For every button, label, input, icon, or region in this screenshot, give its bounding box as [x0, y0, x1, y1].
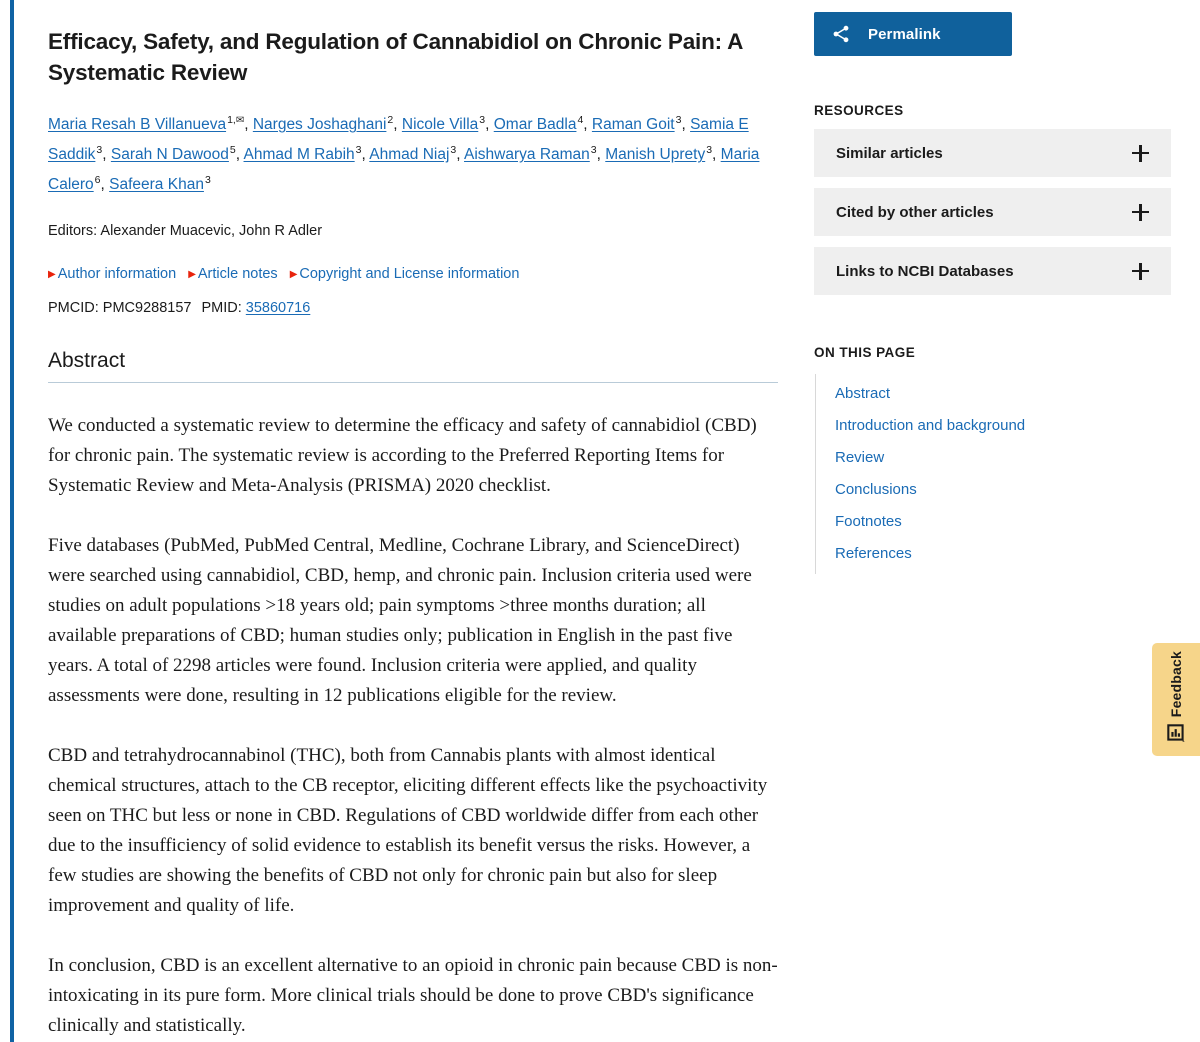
on-this-page-title: ON THIS PAGE [814, 345, 916, 360]
plus-icon [1132, 263, 1149, 280]
author-link[interactable]: Ahmad Niaj [369, 146, 450, 163]
accordion-item-links-to-ncbi-databases[interactable] [814, 247, 1171, 295]
author-affiliation-sup: 3 [355, 143, 362, 156]
on-this-page-link-conclusions[interactable]: Conclusions [835, 481, 917, 498]
corresponding-author-envelope-icon: ✉ [235, 114, 245, 126]
pmcid-label: PMCID: [48, 300, 99, 316]
abstract-heading: Abstract [48, 348, 778, 383]
accordion-label: Similar articles [836, 144, 943, 162]
resources-title: RESOURCES [814, 103, 904, 118]
author-list: Maria Resah B Villanueva$^{1,✉}$, Narges Joshaghani$^2$, Nicole Villa$^3$, Omar Badla$^4$, Raman Goit$^3$, Samia E Saddik$^3$, Sarah N Dawood$^5$, Ahmad M Rabih$^3$, Ahmad Niaj$^3$, Aishwarya Raman$^3$, Manish Uprety$^3$, Maria Calero$^6$, Safeera Khan$^3$ [48, 113, 760, 193]
sidebar [812, 0, 1200, 1042]
author-link[interactable]: Sarah N Dawood [110, 146, 229, 163]
on-this-page-link-abstract[interactable]: Abstract [835, 385, 891, 402]
bar-chart-icon [1167, 724, 1186, 748]
author-affiliation-sup: 3 [706, 143, 713, 156]
author-link[interactable]: Maria Resah B Villanueva [48, 116, 227, 133]
share-icon [814, 24, 868, 44]
feedback-tab[interactable] [1152, 643, 1200, 756]
meta-link-item[interactable] [188, 264, 278, 286]
author-affiliation-sup: 1,✉ [227, 113, 245, 126]
on-this-page-link-references[interactable]: References [835, 545, 912, 562]
abstract-paragraph: In conclusion, CBD is an excellent alternative to an opioid in chronic pain because CBD is non-intoxicating in its pure form. More clinical trials should be done to prove CBD's significance clinically and statistically. [48, 955, 778, 1036]
meta-link[interactable]: Copyright and License information [299, 266, 520, 282]
author-link[interactable]: Omar Badla [493, 116, 577, 133]
accordion-item-cited-by-other-articles[interactable] [814, 188, 1171, 236]
author-link[interactable]: Samia E Saddik [48, 116, 749, 163]
meta-link[interactable]: Author information [57, 266, 177, 282]
author-affiliation-sup: 3 [204, 173, 211, 186]
on-this-page-link-review[interactable]: Review [835, 449, 885, 466]
on-this-page-link-introduction-and-background[interactable]: Introduction and background [835, 417, 1026, 434]
abstract-paragraph: We conducted a systematic review to determine the efficacy and safety of cannabidiol (CBD) for chronic pain. The systematic review is according to the Preferred Reporting Items for Systematic Review and Meta-Analysis (PRISMA) 2020 checklist. [48, 415, 757, 496]
author-link[interactable]: Raman Goit [591, 116, 675, 133]
pmid-label: PMID: [201, 300, 242, 316]
author-link[interactable]: Nicole Villa [401, 116, 479, 133]
permalink-label: Permalink [868, 25, 941, 43]
editors-line [48, 220, 778, 242]
accordion-label: Links to NCBI Databases [836, 262, 1014, 280]
meta-link[interactable]: Article notes [197, 266, 278, 282]
abstract-body [48, 389, 778, 1041]
resources-accordion [814, 129, 1200, 295]
editors-names: Alexander Muacevic, John R Adler [100, 223, 323, 239]
author-affiliation-sup: 3 [479, 113, 486, 126]
pmid-link[interactable]: 35860716 [245, 300, 311, 316]
triangle-right-icon: ▶ [188, 269, 196, 280]
pmcid-value: PMC9288157 [102, 300, 192, 316]
author-link[interactable]: Narges Joshaghani [252, 116, 387, 133]
author-affiliation-sup: 4 [577, 113, 584, 126]
abstract-paragraph: CBD and tetrahydrocannabinol (THC), both from Cannabis plants with almost identical chemical structures, attach to the CB receptor, eliciting different effects like the psychoactivity seen on THC but less or none in CBD. Regulations of CBD worldwide differ from each other due to the insufficiency of solid evidence to establish its benefit versus the risks. However, a few studies are showing the benefits of CBD not only for chronic pain but also for sleep improvement and quality of life. [48, 745, 768, 916]
author-link[interactable]: Safeera Khan [109, 176, 204, 193]
author-affiliation-sup: 3 [450, 143, 457, 156]
author-link[interactable]: Manish Uprety [605, 146, 706, 163]
author-link[interactable]: Maria Calero [48, 146, 760, 193]
author-link[interactable]: Aishwarya Raman [464, 146, 590, 163]
article-meta-links [48, 264, 778, 286]
triangle-right-icon: ▶ [48, 269, 56, 280]
meta-link-item[interactable] [290, 264, 520, 286]
feedback-label: Feedback [1168, 650, 1184, 718]
article-identifiers [48, 298, 778, 318]
author-affiliation-sup: 6 [94, 173, 101, 186]
accordion-label: Cited by other articles [836, 203, 994, 221]
author-affiliation-sup: 5 [229, 143, 236, 156]
author-affiliation-sup: 3 [96, 143, 103, 156]
plus-icon [1132, 204, 1149, 221]
page-title: Efficacy, Safety, and Regulation of Cannabidiol on Chronic Pain: A Systematic Review [48, 29, 743, 85]
author-affiliation-sup: 3 [675, 113, 682, 126]
on-this-page-nav [815, 374, 1200, 574]
permalink-button[interactable] [814, 12, 1012, 56]
author-link[interactable]: Ahmad M Rabih [243, 146, 355, 163]
abstract-paragraph: Five databases (PubMed, PubMed Central, Medline, Cochrane Library, and ScienceDirect) were searched using cannabidiol, CBD, hemp, and chronic pain. Inclusion criteria used were studies on adult populations >18 years old; pain symptoms >three months duration; all available preparations of CBD; human studies only; publication in English in the past five years. A total of 2298 articles were found. Inclusion criteria were applied, and quality assessments were done, resulting in 12 publications eligible for the review. [48, 535, 752, 706]
author-affiliation-sup: 2 [387, 113, 394, 126]
author-affiliation-sup: 3 [590, 143, 597, 156]
meta-link-item[interactable] [48, 264, 176, 286]
editors-label: Editors: [48, 223, 98, 239]
plus-icon [1132, 145, 1149, 162]
triangle-right-icon: ▶ [289, 269, 298, 280]
on-this-page-link-footnotes[interactable]: Footnotes [835, 513, 902, 530]
accordion-item-similar-articles[interactable] [814, 129, 1171, 177]
